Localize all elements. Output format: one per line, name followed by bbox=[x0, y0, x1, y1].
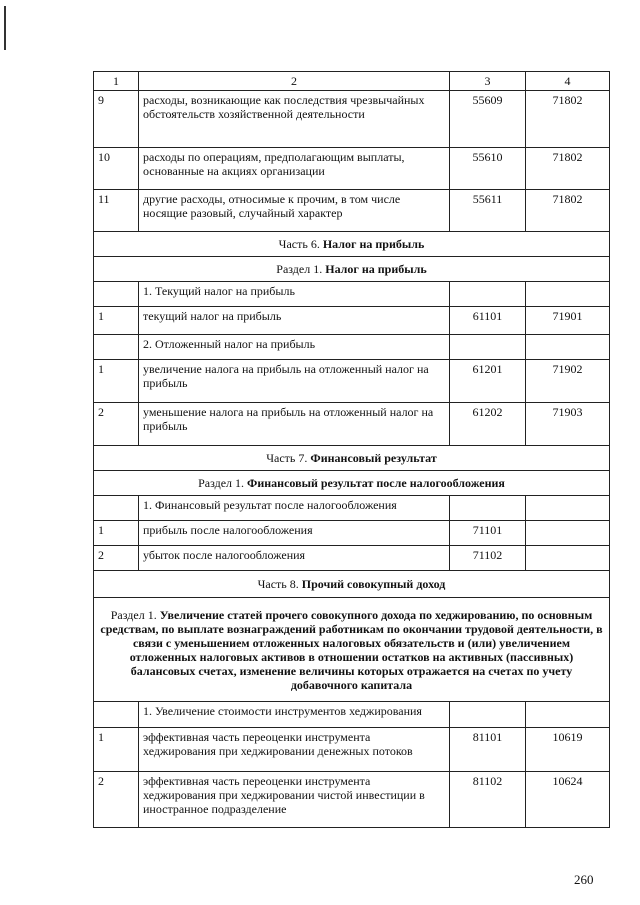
row-number: 10 bbox=[94, 148, 139, 190]
section-prefix: Раздел 1. bbox=[110, 607, 160, 622]
row-code: 81101 bbox=[450, 728, 526, 772]
part-heading bbox=[94, 446, 610, 471]
row-symbol: 71901 bbox=[526, 307, 610, 335]
header-cell: 4 bbox=[526, 72, 610, 91]
table-row bbox=[94, 190, 610, 232]
row-number: 1 bbox=[94, 307, 139, 335]
row-code: 81102 bbox=[450, 772, 526, 828]
row-code: 61201 bbox=[450, 360, 526, 403]
row-symbol: 10624 bbox=[526, 772, 610, 828]
part-heading bbox=[94, 571, 610, 598]
section-title: Финансовый результат после налогообложения bbox=[247, 476, 505, 490]
row-text: уменьшение налога на прибыль на отложенный налог на прибыль bbox=[139, 403, 450, 446]
row-text: расходы, возникающие как последствия чрезвычайных обстоятельств хозяйственной деятельности bbox=[139, 91, 450, 148]
part-heading bbox=[94, 232, 610, 257]
table-row bbox=[94, 772, 610, 828]
header-row bbox=[94, 72, 610, 91]
row-number: 2 bbox=[94, 772, 139, 828]
row-symbol: 71802 bbox=[526, 190, 610, 232]
row-code: 61101 bbox=[450, 307, 526, 335]
section-title: Увеличение статей прочего совокупного дохода по хеджированию, по основным средствам, по выплате вознаграждений работникам по окончании трудовой деятельности, в связи с уменьшением отложенных налоговых обязательств и (или) увеличением отложенных налоговых активов в отношении остатков на активных (пассивных) балансовых счетах, изменение величины которых отражается на счетах по учету добавочного капитала bbox=[100, 607, 603, 692]
subgroup-title: 1. Финансовый результат после налогообложения bbox=[139, 496, 450, 521]
row-symbol: 71802 bbox=[526, 91, 610, 148]
table-row bbox=[94, 148, 610, 190]
row-code: 61202 bbox=[450, 403, 526, 446]
subgroup-title: 1. Текущий налог на прибыль bbox=[139, 282, 450, 307]
section-heading bbox=[94, 598, 610, 702]
row-number: 2 bbox=[94, 403, 139, 446]
section-heading bbox=[94, 257, 610, 282]
header-cell: 1 bbox=[94, 72, 139, 91]
table-row bbox=[94, 360, 610, 403]
row-text: эффективная часть переоценки инструмента хеджирования при хеджировании денежных потоков bbox=[139, 728, 450, 772]
row-text: другие расходы, относимые к прочим, в том числе носящие разовый, случайный характер bbox=[139, 190, 450, 232]
header-cell: 3 bbox=[450, 72, 526, 91]
row-text: увеличение налога на прибыль на отложенный налог на прибыль bbox=[139, 360, 450, 403]
row-code: 71101 bbox=[450, 521, 526, 546]
table-row bbox=[94, 728, 610, 772]
row-number: 1 bbox=[94, 360, 139, 403]
row-symbol: 10619 bbox=[526, 728, 610, 772]
section-prefix: Раздел 1. bbox=[276, 262, 326, 276]
row-number: 1 bbox=[94, 521, 139, 546]
row-symbol bbox=[526, 546, 610, 571]
part-prefix: Часть 7. bbox=[266, 451, 311, 465]
row-text: текущий налог на прибыль bbox=[139, 307, 450, 335]
table-row bbox=[94, 403, 610, 446]
table-row bbox=[94, 91, 610, 148]
row-text: убыток после налогообложения bbox=[139, 546, 450, 571]
part-prefix: Часть 8. bbox=[257, 577, 302, 591]
row-code: 55609 bbox=[450, 91, 526, 148]
part-title: Прочий совокупный доход bbox=[301, 577, 446, 591]
row-number: 9 bbox=[94, 91, 139, 148]
row-symbol: 71903 bbox=[526, 403, 610, 446]
part-title: Налог на прибыль bbox=[322, 237, 425, 251]
table-row bbox=[94, 546, 610, 571]
row-number: 1 bbox=[94, 728, 139, 772]
row-number: 11 bbox=[94, 190, 139, 232]
subgroup-row bbox=[94, 496, 610, 521]
subgroup-row bbox=[94, 702, 610, 728]
row-number: 2 bbox=[94, 546, 139, 571]
subgroup-title: 1. Увеличение стоимости инструментов хеджирования bbox=[139, 702, 450, 728]
table-row bbox=[94, 307, 610, 335]
part-prefix: Часть 6. bbox=[278, 237, 323, 251]
row-text: прибыль после налогообложения bbox=[139, 521, 450, 546]
accounts-table bbox=[93, 71, 610, 828]
section-heading bbox=[94, 471, 610, 496]
row-symbol: 71802 bbox=[526, 148, 610, 190]
margin-mark bbox=[4, 6, 6, 50]
row-code: 55611 bbox=[450, 190, 526, 232]
row-text: расходы по операциям, предполагающим выплаты, основанные на акциях организации bbox=[139, 148, 450, 190]
part-title: Финансовый результат bbox=[310, 451, 437, 465]
subgroup-row bbox=[94, 335, 610, 360]
subgroup-row bbox=[94, 282, 610, 307]
subgroup-title: 2. Отложенный налог на прибыль bbox=[139, 335, 450, 360]
row-text: эффективная часть переоценки инструмента хеджирования при хеджировании чистой инвестиции в иностранное подразделение bbox=[139, 772, 450, 828]
table-row bbox=[94, 521, 610, 546]
row-symbol: 71902 bbox=[526, 360, 610, 403]
row-symbol bbox=[526, 521, 610, 546]
section-title: Налог на прибыль bbox=[325, 262, 427, 276]
row-code: 55610 bbox=[450, 148, 526, 190]
header-cell: 2 bbox=[139, 72, 450, 91]
section-prefix: Раздел 1. bbox=[198, 476, 248, 490]
row-code: 71102 bbox=[450, 546, 526, 571]
page-number: 260 bbox=[574, 872, 594, 887]
